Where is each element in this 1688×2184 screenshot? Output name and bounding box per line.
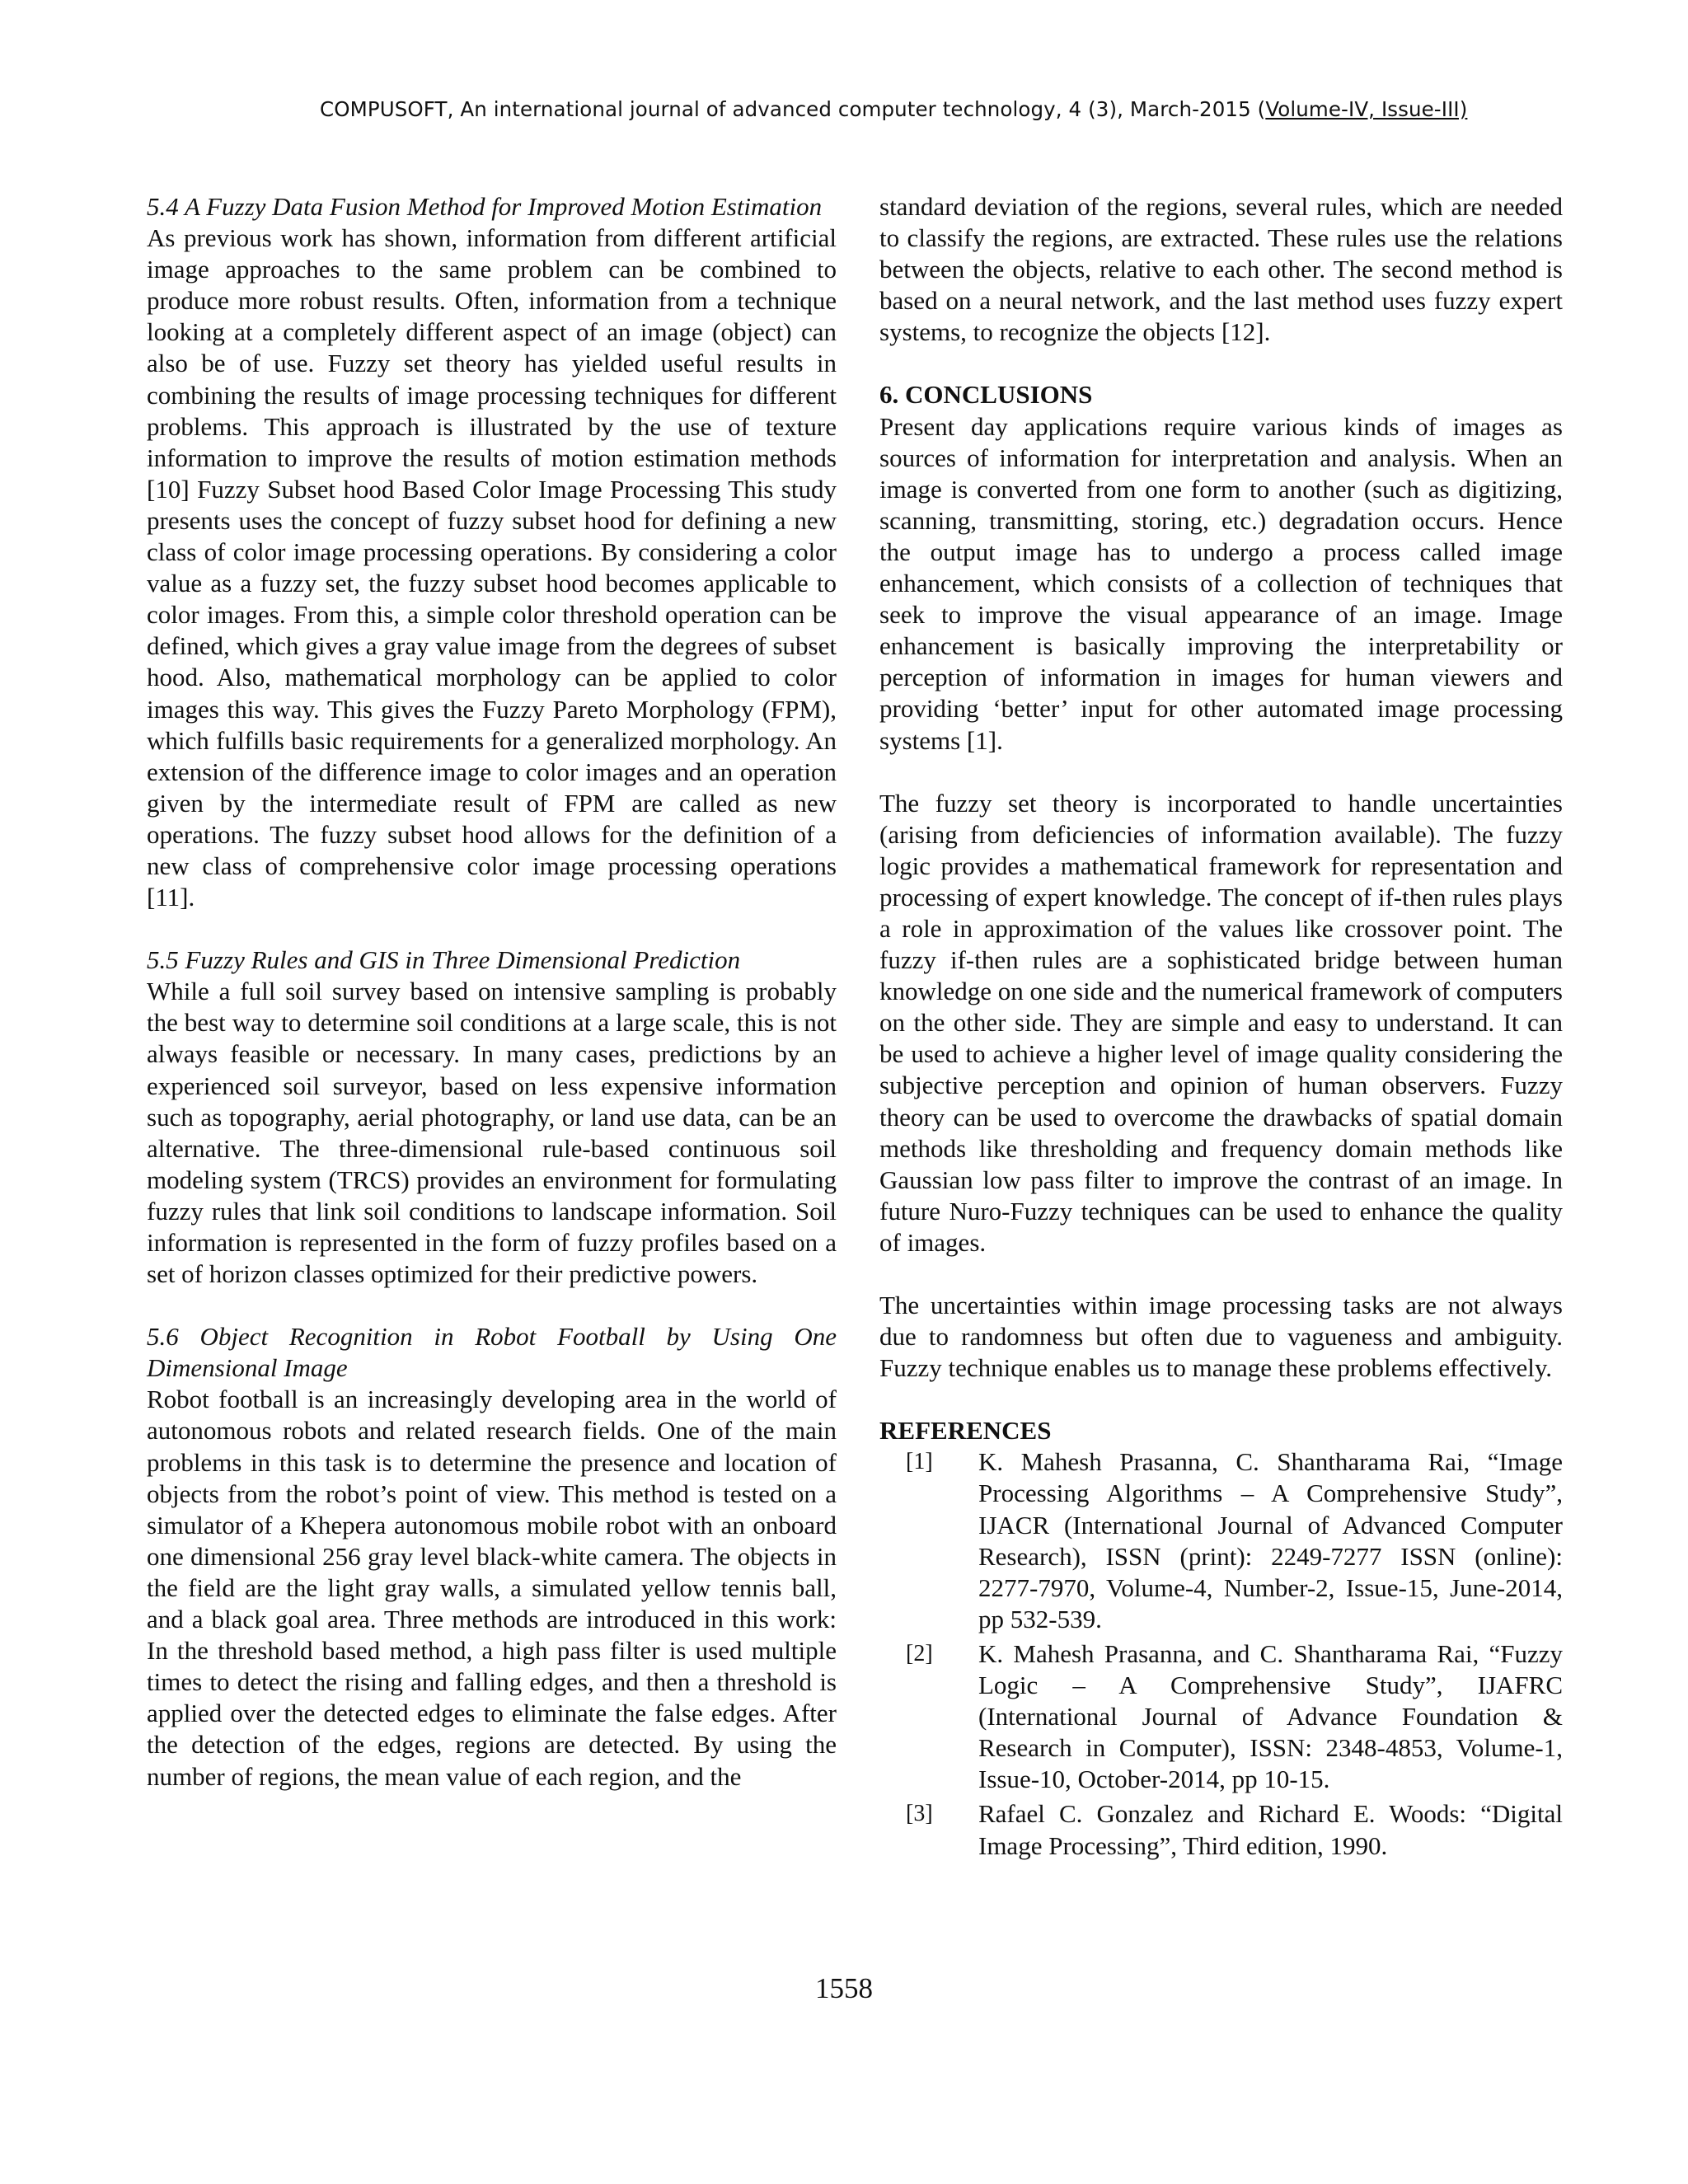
reference-item <box>879 1638 1563 1795</box>
section-5-4-title: 5.4 A Fuzzy Data Fusion Method for Improved Motion Estimation <box>147 192 823 221</box>
conclusions-paragraph-1: Present day applications require various kinds of images as sources of information for interpretation and analysis. When an image is converted from one form to another (such as digitizing, scanning, transmitting, storing, etc.) degradation occurs. Hence the output image has to undergo a process called image enhancement, which consists of a collection of techniques that seek to improve the visual appearance of an image. Image enhancement is basically improving the interpretability or perception of information in images for human viewers and providing ‘better’ input for other automated image processing systems [1]. <box>879 411 1563 755</box>
reference-item <box>879 1446 1563 1635</box>
section-5-6-body: Robot football is an increasingly developing area in the world of autonomous robots and related research fields. One of the main problems in this task is to determine the presence and location of objects from the robot’s point of view. This method is tested on a simulator of a Khepera autonomous mobile robot with an onboard one dimensional 256 gray level black-white camera. The objects in the field are the light gray walls, a simulated yellow tennis ball, and a black goal area. Three methods are introduced in this work: In the threshold based method, a high pass filter is used multiple times to detect the rising and falling edges, and then a threshold is applied over the detected edges to eliminate the false edges. After the detection of the edges, regions are detected. By using the number of regions, the mean value of each region, and the <box>147 1385 837 1791</box>
conclusions-heading: 6. CONCLUSIONS <box>879 380 1093 410</box>
reference-number: [3] <box>906 1801 933 1827</box>
header-volume-link[interactable]: Volume-IV, Issue-III) <box>1265 97 1468 121</box>
page-number: 1558 <box>815 1972 873 2004</box>
section-5-5-body: While a full soil survey based on intensive sampling is probably the best way to determine soil conditions at a large scale, this is not always feasible or necessary. In many cases, predictions by an experienced soil surveyor, based on less expensive information such as topography, aerial photography, or land use data, can be an alternative. The three-dimensional rule-based continuous soil modeling system (TRCS) provides an environment for formulating fuzzy rules that link soil conditions to landscape information. Soil information is represented in the form of fuzzy profiles based on a set of horizon classes optimized for their predictive powers. <box>147 977 837 1289</box>
spacer <box>147 1290 837 1321</box>
section-5-5-title: 5.5 Fuzzy Rules and GIS in Three Dimensional Prediction <box>147 945 741 975</box>
spacer <box>879 757 1563 788</box>
references-heading: REFERENCES <box>879 1416 1052 1446</box>
left-column <box>147 191 837 1793</box>
running-header <box>320 97 1490 121</box>
reference-text: Rafael C. Gonzalez and Richard E. Woods: “Digital Image Processing”, Third edition, 1990. <box>978 1799 1563 1860</box>
section-5-4-body: As previous work has shown, information from different artificial image approaches to the same problem can be combined to produce more robust results. Often, information from a technique looking at a completely different aspect of an image (object) can also be of use. Fuzzy set theory has yielded useful results in combining the results of image processing techniques for different problems. This approach is illustrated by the use of texture information to improve the results of motion estimation methods [10] Fuzzy Subset hood Based Color Image Processing This study presents uses the concept of fuzzy subset hood for defining a new class of color image processing operations. By considering a color value as a fuzzy set, the fuzzy subset hood becomes applicable to color images. From this, a simple color threshold operation can be defined, which gives a gray value image from the degrees of subset hood. Also, mathematical morphology can be applied to color images this way. This gives the Fuzzy Pareto Morphology (FPM), which fulfills basic requirements for a generalized morphology. An extension of the difference image to color images and an operation given by the intermediate result of FPM are called as new operations. The fuzzy subset hood allows for the definition of a new class of comprehensive color image processing operations [11]. <box>147 223 837 912</box>
spacer <box>879 1384 1563 1415</box>
section-5-6-title: 5.6 Object Recognition in Robot Football by Using One Dimensional Image <box>147 1322 837 1383</box>
conclusions-paragraph-2: The fuzzy set theory is incorporated to handle uncertainties (arising from deficiencies of information available). The fuzzy logic provides a mathematical framework for representation and processing of expert knowledge. The concept of if-then rules plays a role in approximation of the values like crossover point. The fuzzy if-then rules are a sophisticated bridge between human knowledge on one side and the numerical framework of computers on the other side. They are simple and easy to understand. It can be used to achieve a higher level of image quality considering the subjective perception and opinion of human observers. Fuzzy theory can be used to overcome the drawbacks of spatial domain methods like thresholding and frequency domain methods like Gaussian low pass filter to improve the contrast of an image. In future Nuro-Fuzzy techniques can be used to enhance the quality of images. <box>879 788 1563 1257</box>
reference-text: K. Mahesh Prasanna, C. Shantharama Rai, “Image Processing Algorithms – A Comprehensive Study”, IJACR (International Journal of Advanced Computer Research), ISSN (print): 2249-7277 ISSN (online): 2277-7970, Volume-4, Number-2, Issue-15, June-2014, pp 532-539. <box>978 1447 1563 1633</box>
spacer <box>147 913 837 944</box>
header-journal-text: COMPUSOFT, An international journal of advanced computer technology, 4 (3), March-2015 ( <box>320 97 1266 121</box>
spacer <box>879 348 1563 379</box>
reference-number: [2] <box>906 1640 933 1666</box>
section-5-6-continued: standard deviation of the regions, several rules, which are needed to classify the regions, are extracted. These rules use the relations between the objects, relative to each other. The second method is based on a neural network, and the last method uses fuzzy expert systems, to recognize the objects [12]. <box>879 192 1563 347</box>
spacer <box>879 1258 1563 1290</box>
right-column <box>879 191 1563 1865</box>
reference-item <box>879 1798 1563 1861</box>
conclusions-paragraph-3: The uncertainties within image processing tasks are not always due to randomness but often due to vagueness and ambiguity. Fuzzy technique enables us to manage these problems effectively. <box>879 1291 1563 1383</box>
reference-text: K. Mahesh Prasanna, and C. Shantharama Rai, “Fuzzy Logic – A Comprehensive Study”, IJAFRC (International Journal of Advance Foundation & Research in Computer), ISSN: 2348-4853, Volume-1, Issue-10, October-2014, pp 10-15. <box>978 1638 1563 1794</box>
reference-number: [1] <box>906 1449 933 1475</box>
